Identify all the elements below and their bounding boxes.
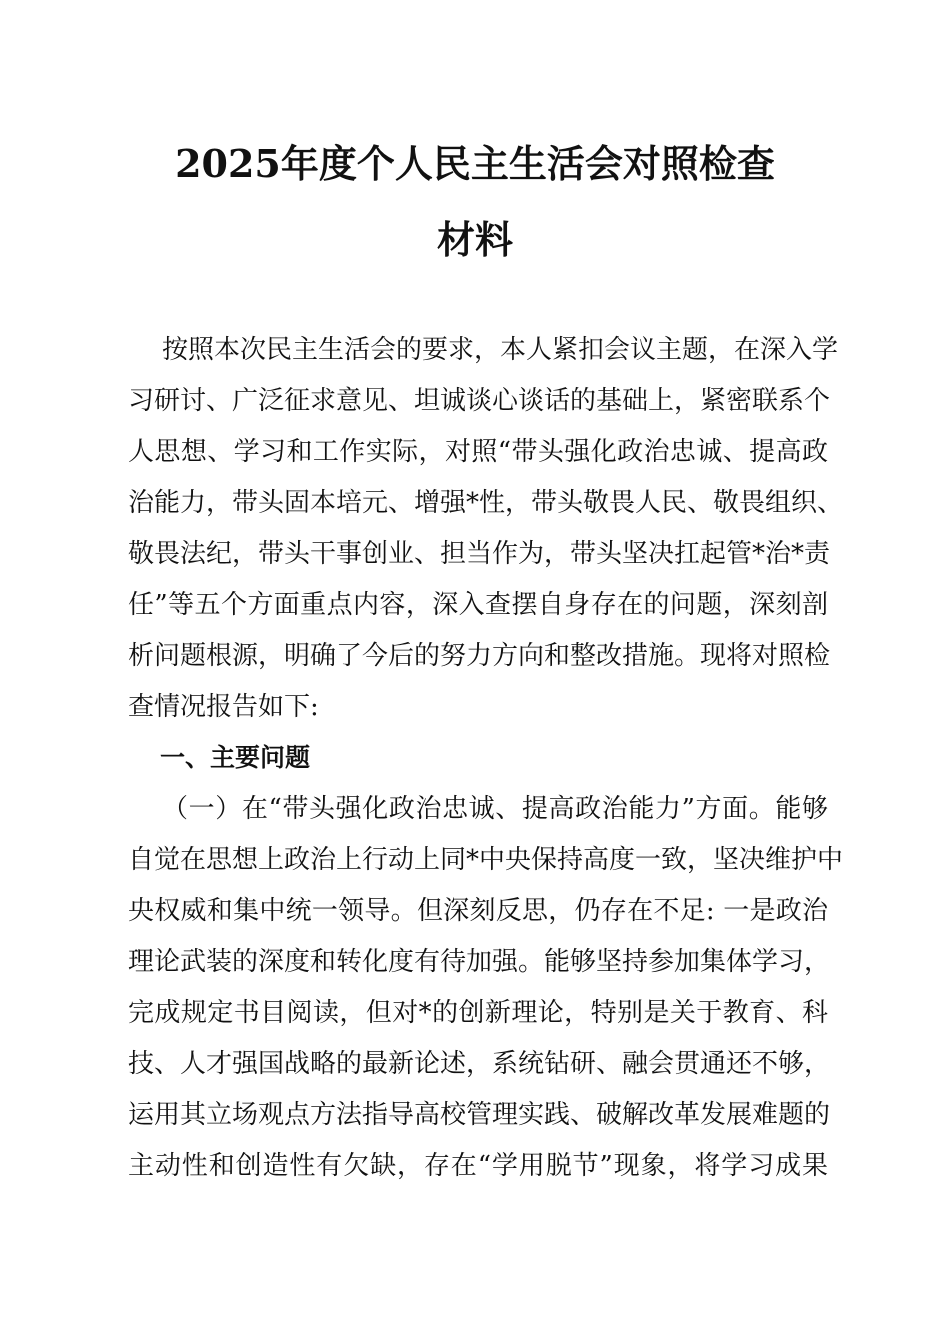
section1-line: 运用其立场观点方法指导高校管理实践、破解改革发展难题的 [128, 1100, 831, 1130]
intro-line: 查情况报告如下: [128, 692, 319, 722]
section1-line: 理论武装的深度和转化度有待加强。能够坚持参加集体学习， [128, 947, 831, 977]
intro-line: 任”等五个方面重点内容，深入查摆自身存在的问题，深刻剖 [128, 590, 828, 620]
intro-line: 敬畏法纪，带头干事创业、担当作为，带头坚决扛起管*治*责 [128, 539, 831, 569]
intro-line: 人思想、学习和工作实际，对照“带头强化政治忠诚、提高政 [128, 437, 828, 467]
section1-line: 技、人才强国战略的最新论述，系统钻研、融会贯通还不够， [128, 1049, 831, 1079]
section1-line: （一）在“带头强化政治忠诚、提高政治能力”方面。能够 [162, 794, 828, 824]
section1-line: 完成规定书目阅读，但对*的创新理论，特别是关于教育、科 [128, 998, 828, 1028]
section1-line: 央权威和集中统一领导。但深刻反思，仍存在不足: 一是政治 [128, 896, 828, 926]
document-title-line-2: 材料 [436, 217, 513, 262]
document-title-line-1: 2025年度个人民主生活会对照检查 [175, 141, 775, 186]
section1-line: 主动性和创造性有欠缺，存在“学用脱节”现象，将学习成果 [128, 1151, 828, 1181]
intro-line: 习研讨、广泛征求意见、坦诚谈心谈话的基础上，紧密联系个 [128, 386, 831, 416]
section-heading: 一、主要问题 [160, 743, 311, 772]
section1-line: 自觉在思想上政治上行动上同*中央保持高度一致，坚决维护中 [128, 845, 844, 875]
intro-line: 按照本次民主生活会的要求，本人紧扣会议主题，在深入学 [162, 335, 839, 365]
intro-line: 治能力，带头固本培元、增强*性，带头敬畏人民、敬畏组织、 [128, 488, 844, 518]
intro-line: 析问题根源，明确了今后的努力方向和整改措施。现将对照检 [128, 641, 831, 671]
